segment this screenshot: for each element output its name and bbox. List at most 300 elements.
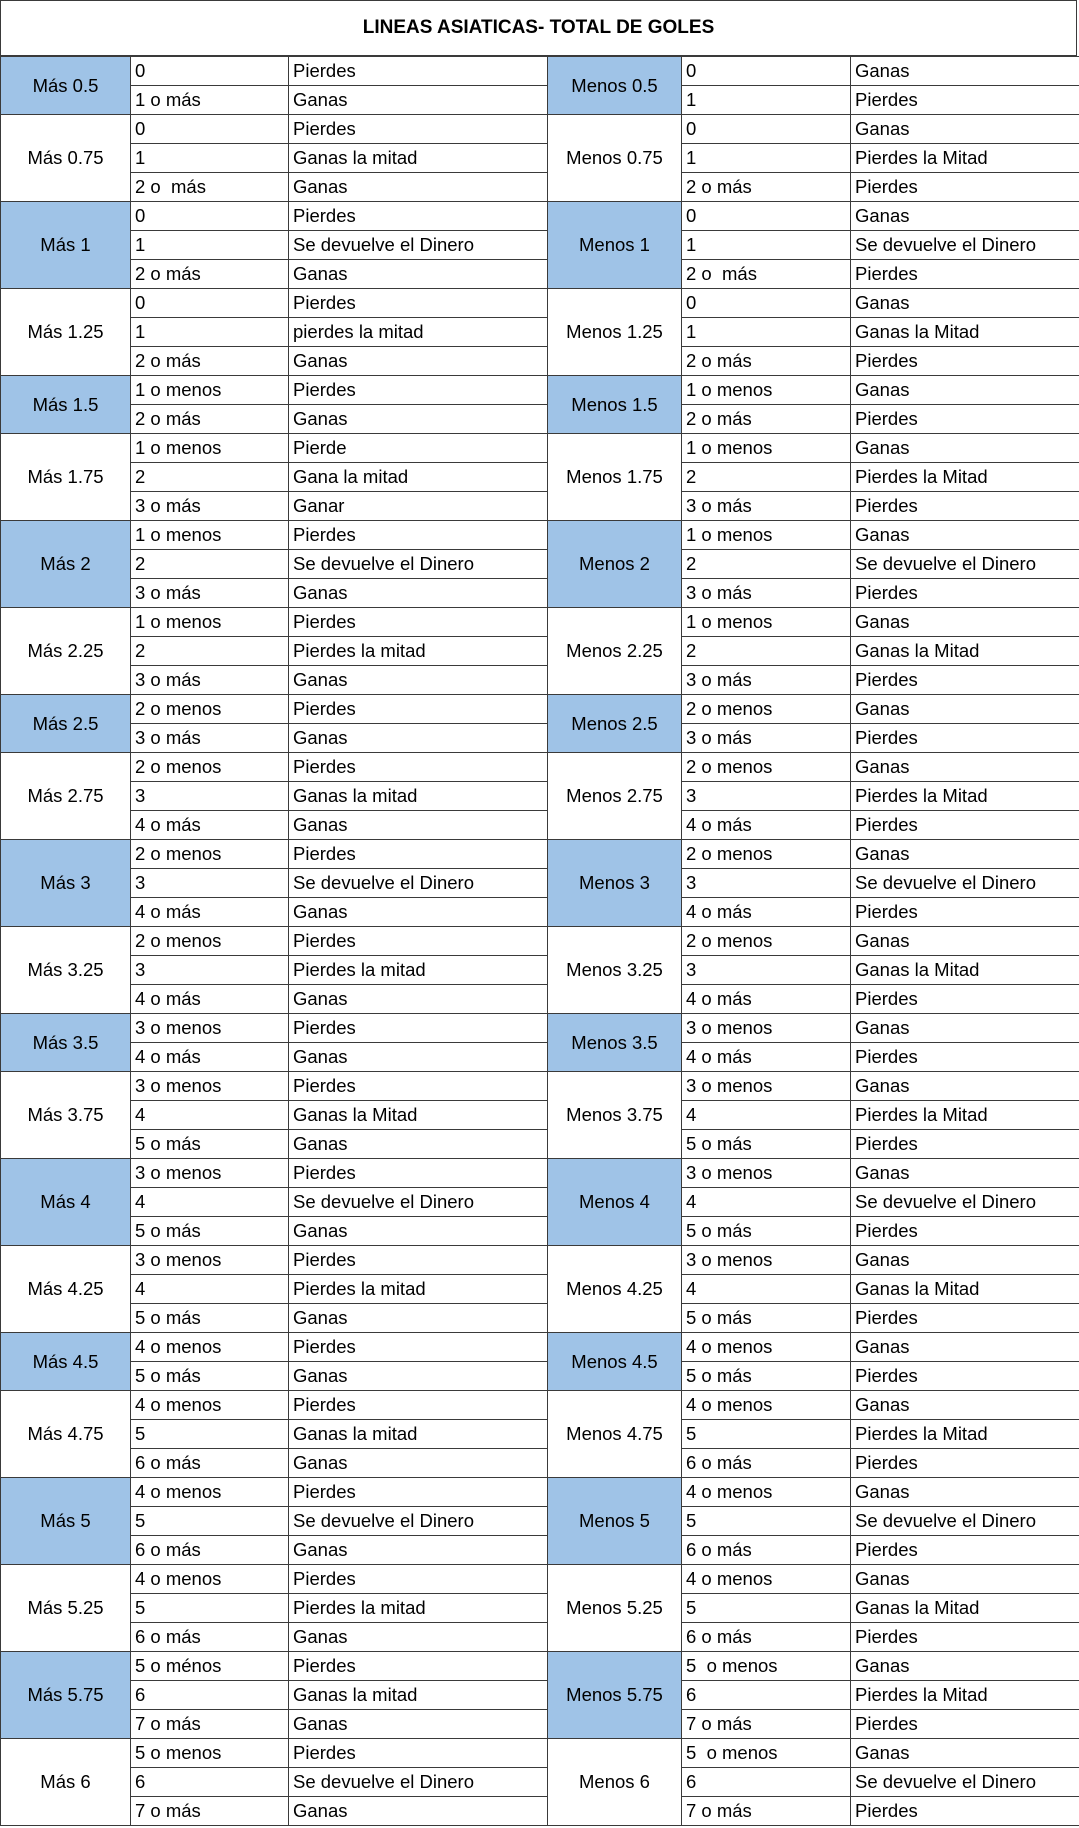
over-result-cell: Pierdes	[289, 1739, 548, 1768]
over-result-cell: Se devuelve el Dinero	[289, 1768, 548, 1797]
over-result-cell: Pierdes	[289, 1246, 548, 1275]
over-goals-cell: 4 o menos	[131, 1391, 289, 1420]
over-line-label: Más 1.5	[1, 376, 131, 434]
table-row	[1, 405, 1079, 434]
under-result-cell: Ganas	[851, 376, 1079, 405]
under-result-cell: Pierdes	[851, 811, 1079, 840]
under-goals-cell: 1 o menos	[682, 521, 851, 550]
under-line-label: Menos 1.5	[548, 376, 682, 434]
over-result-cell: Pierdes	[289, 1478, 548, 1507]
under-result-cell: Ganas	[851, 1246, 1079, 1275]
under-goals-cell: 1 o menos	[682, 608, 851, 637]
under-goals-cell: 5	[682, 1507, 851, 1536]
over-goals-cell: 4 o más	[131, 985, 289, 1014]
table-row	[1, 231, 1079, 260]
under-goals-cell: 1	[682, 318, 851, 347]
table-row	[1, 1130, 1079, 1159]
over-result-cell: Pierdes	[289, 1159, 548, 1188]
table-row	[1, 347, 1079, 376]
asian-lines-table	[0, 56, 1079, 1826]
over-result-cell: Pierdes	[289, 202, 548, 231]
under-result-cell: Ganas	[851, 1565, 1079, 1594]
over-result-cell: Se devuelve el Dinero	[289, 550, 548, 579]
under-line-label: Menos 2	[548, 521, 682, 608]
table-row	[1, 463, 1079, 492]
table-row	[1, 1188, 1079, 1217]
table-row	[1, 434, 1079, 463]
over-result-cell: Pierdes	[289, 57, 548, 86]
table-row	[1, 666, 1079, 695]
over-goals-cell: 3	[131, 956, 289, 985]
under-result-cell: Ganas	[851, 521, 1079, 550]
over-result-cell: Ganas	[289, 898, 548, 927]
under-goals-cell: 5 o menos	[682, 1652, 851, 1681]
over-goals-cell: 1 o menos	[131, 434, 289, 463]
over-result-cell: Ganas	[289, 985, 548, 1014]
over-result-cell: Ganas	[289, 1449, 548, 1478]
under-result-cell: Pierdes la Mitad	[851, 463, 1079, 492]
table-row	[1, 1362, 1079, 1391]
over-goals-cell: 1	[131, 231, 289, 260]
table-row	[1, 115, 1079, 144]
table-row	[1, 1768, 1079, 1797]
over-result-cell: Pierdes la mitad	[289, 1275, 548, 1304]
over-result-cell: pierdes la mitad	[289, 318, 548, 347]
table-row	[1, 1536, 1079, 1565]
table-row	[1, 492, 1079, 521]
over-result-cell: Pierde	[289, 434, 548, 463]
over-line-label: Más 3.25	[1, 927, 131, 1014]
under-goals-cell: 1	[682, 231, 851, 260]
table-row	[1, 144, 1079, 173]
over-result-cell: Ganas	[289, 86, 548, 115]
under-goals-cell: 5	[682, 1594, 851, 1623]
under-goals-cell: 3 o menos	[682, 1014, 851, 1043]
over-goals-cell: 4	[131, 1275, 289, 1304]
under-goals-cell: 0	[682, 202, 851, 231]
over-line-label: Más 4.25	[1, 1246, 131, 1333]
under-line-label: Menos 3.75	[548, 1072, 682, 1159]
over-goals-cell: 3 o menos	[131, 1159, 289, 1188]
under-goals-cell: 2 o más	[682, 173, 851, 202]
under-goals-cell: 0	[682, 115, 851, 144]
table-row	[1, 1217, 1079, 1246]
under-goals-cell: 1	[682, 144, 851, 173]
table-row	[1, 1623, 1079, 1652]
over-goals-cell: 5 o más	[131, 1217, 289, 1246]
under-goals-cell: 4 o menos	[682, 1333, 851, 1362]
over-goals-cell: 2 o menos	[131, 840, 289, 869]
under-goals-cell: 6 o más	[682, 1623, 851, 1652]
under-result-cell: Ganas	[851, 1478, 1079, 1507]
over-result-cell: Gana la mitad	[289, 463, 548, 492]
table-row	[1, 1304, 1079, 1333]
over-result-cell: Ganas	[289, 1217, 548, 1246]
over-goals-cell: 2	[131, 463, 289, 492]
over-goals-cell: 3 o más	[131, 492, 289, 521]
under-goals-cell: 6	[682, 1681, 851, 1710]
under-goals-cell: 1 o menos	[682, 376, 851, 405]
under-result-cell: Ganas	[851, 608, 1079, 637]
under-result-cell: Se devuelve el Dinero	[851, 869, 1079, 898]
under-result-cell: Ganas la Mitad	[851, 637, 1079, 666]
under-goals-cell: 3 o menos	[682, 1159, 851, 1188]
table-row	[1, 1478, 1079, 1507]
table-row	[1, 86, 1079, 115]
table-row	[1, 1594, 1079, 1623]
over-result-cell: Ganas	[289, 811, 548, 840]
table-row	[1, 927, 1079, 956]
under-result-cell: Ganas	[851, 202, 1079, 231]
under-goals-cell: 4 o más	[682, 811, 851, 840]
under-result-cell: Pierdes	[851, 1449, 1079, 1478]
over-line-label: Más 5	[1, 1478, 131, 1565]
under-goals-cell: 6 o más	[682, 1449, 851, 1478]
under-goals-cell: 6 o más	[682, 1536, 851, 1565]
under-result-cell: Pierdes	[851, 1623, 1079, 1652]
table-row	[1, 318, 1079, 347]
under-goals-cell: 2	[682, 463, 851, 492]
over-goals-cell: 5	[131, 1420, 289, 1449]
under-result-cell: Ganas	[851, 695, 1079, 724]
over-result-cell: Ganas	[289, 724, 548, 753]
over-goals-cell: 2	[131, 637, 289, 666]
over-line-label: Más 3	[1, 840, 131, 927]
table-row	[1, 898, 1079, 927]
under-goals-cell: 7 o más	[682, 1710, 851, 1739]
under-line-label: Menos 4.25	[548, 1246, 682, 1333]
over-result-cell: Pierdes la mitad	[289, 956, 548, 985]
under-goals-cell: 7 o más	[682, 1797, 851, 1826]
under-result-cell: Ganas	[851, 289, 1079, 318]
under-goals-cell: 5 o más	[682, 1130, 851, 1159]
over-goals-cell: 2 o más	[131, 260, 289, 289]
table-row	[1, 1565, 1079, 1594]
under-result-cell: Pierdes	[851, 898, 1079, 927]
under-goals-cell: 3 o menos	[682, 1072, 851, 1101]
over-goals-cell: 0	[131, 289, 289, 318]
table-row	[1, 1449, 1079, 1478]
table-row	[1, 1275, 1079, 1304]
under-line-label: Menos 4.75	[548, 1391, 682, 1478]
over-result-cell: Ganas	[289, 173, 548, 202]
over-line-label: Más 2.5	[1, 695, 131, 753]
under-goals-cell: 5 o más	[682, 1217, 851, 1246]
under-goals-cell: 4	[682, 1275, 851, 1304]
over-goals-cell: 1 o más	[131, 86, 289, 115]
under-line-label: Menos 5	[548, 1478, 682, 1565]
over-goals-cell: 4	[131, 1188, 289, 1217]
table-row	[1, 260, 1079, 289]
over-goals-cell: 3 o más	[131, 724, 289, 753]
over-result-cell: Ganas la Mitad	[289, 1101, 548, 1130]
over-goals-cell: 4	[131, 1101, 289, 1130]
under-goals-cell: 4	[682, 1188, 851, 1217]
table-row	[1, 1652, 1079, 1681]
under-line-label: Menos 1.25	[548, 289, 682, 376]
over-result-cell: Ganas	[289, 1043, 548, 1072]
over-line-label: Más 5.25	[1, 1565, 131, 1652]
over-line-label: Más 4	[1, 1159, 131, 1246]
over-goals-cell: 1 o menos	[131, 521, 289, 550]
under-line-label: Menos 5.25	[548, 1565, 682, 1652]
under-goals-cell: 1	[682, 86, 851, 115]
under-result-cell: Ganas	[851, 1652, 1079, 1681]
over-result-cell: Pierdes	[289, 521, 548, 550]
under-result-cell: Ganas la Mitad	[851, 956, 1079, 985]
under-result-cell: Ganas la Mitad	[851, 1275, 1079, 1304]
over-result-cell: Pierdes	[289, 115, 548, 144]
over-result-cell: Ganar	[289, 492, 548, 521]
over-goals-cell: 7 o más	[131, 1797, 289, 1826]
under-line-label: Menos 2.25	[548, 608, 682, 695]
under-goals-cell: 1 o menos	[682, 434, 851, 463]
over-goals-cell: 3 o más	[131, 666, 289, 695]
table-row	[1, 1159, 1079, 1188]
over-goals-cell: 5 o ménos	[131, 1652, 289, 1681]
table-row	[1, 289, 1079, 318]
table-row	[1, 1507, 1079, 1536]
over-goals-cell: 2	[131, 550, 289, 579]
under-result-cell: Ganas	[851, 753, 1079, 782]
over-goals-cell: 0	[131, 57, 289, 86]
over-goals-cell: 3	[131, 782, 289, 811]
over-result-cell: Pierdes	[289, 289, 548, 318]
over-goals-cell: 5 o menos	[131, 1739, 289, 1768]
under-goals-cell: 2 o más	[682, 405, 851, 434]
over-line-label: Más 3.5	[1, 1014, 131, 1072]
over-goals-cell: 7 o más	[131, 1710, 289, 1739]
over-line-label: Más 6	[1, 1739, 131, 1826]
under-result-cell: Pierdes	[851, 579, 1079, 608]
under-result-cell: Pierdes	[851, 86, 1079, 115]
table-row	[1, 1072, 1079, 1101]
under-goals-cell: 2	[682, 637, 851, 666]
over-goals-cell: 5 o más	[131, 1304, 289, 1333]
under-result-cell: Ganas	[851, 1072, 1079, 1101]
table-row	[1, 753, 1079, 782]
under-result-cell: Se devuelve el Dinero	[851, 1507, 1079, 1536]
under-result-cell: Pierdes	[851, 724, 1079, 753]
under-goals-cell: 5	[682, 1420, 851, 1449]
over-goals-cell: 1	[131, 144, 289, 173]
table-row	[1, 1014, 1079, 1043]
over-goals-cell: 6	[131, 1681, 289, 1710]
over-goals-cell: 3 o más	[131, 579, 289, 608]
under-goals-cell: 3 o más	[682, 724, 851, 753]
table-row	[1, 550, 1079, 579]
under-result-cell: Ganas	[851, 1014, 1079, 1043]
table-row	[1, 724, 1079, 753]
table-row	[1, 695, 1079, 724]
table-row	[1, 782, 1079, 811]
under-result-cell: Se devuelve el Dinero	[851, 550, 1079, 579]
over-result-cell: Pierdes la mitad	[289, 1594, 548, 1623]
table-row	[1, 1246, 1079, 1275]
over-result-cell: Ganas	[289, 1623, 548, 1652]
table-row	[1, 811, 1079, 840]
under-result-cell: Pierdes la Mitad	[851, 1101, 1079, 1130]
table-row	[1, 1710, 1079, 1739]
under-result-cell: Ganas	[851, 434, 1079, 463]
over-result-cell: Pierdes	[289, 1333, 548, 1362]
under-result-cell: Pierdes	[851, 260, 1079, 289]
under-line-label: Menos 6	[548, 1739, 682, 1826]
under-line-label: Menos 1	[548, 202, 682, 289]
under-result-cell: Pierdes	[851, 1130, 1079, 1159]
under-line-label: Menos 3	[548, 840, 682, 927]
table-row	[1, 202, 1079, 231]
over-goals-cell: 4 o más	[131, 898, 289, 927]
over-result-cell: Pierdes	[289, 1014, 548, 1043]
over-goals-cell: 2 o más	[131, 347, 289, 376]
table-row	[1, 376, 1079, 405]
under-result-cell: Pierdes	[851, 1304, 1079, 1333]
under-line-label: Menos 2.75	[548, 753, 682, 840]
under-goals-cell: 3 o menos	[682, 1246, 851, 1275]
under-goals-cell: 4 o más	[682, 1043, 851, 1072]
under-goals-cell: 3 o más	[682, 492, 851, 521]
over-line-label: Más 4.5	[1, 1333, 131, 1391]
over-goals-cell: 5 o más	[131, 1130, 289, 1159]
table-row	[1, 1420, 1079, 1449]
over-goals-cell: 5	[131, 1594, 289, 1623]
over-result-cell: Pierdes	[289, 753, 548, 782]
over-goals-cell: 2 o menos	[131, 695, 289, 724]
under-result-cell: Se devuelve el Dinero	[851, 231, 1079, 260]
under-result-cell: Ganas	[851, 1333, 1079, 1362]
under-line-label: Menos 5.75	[548, 1652, 682, 1739]
under-result-cell: Pierdes	[851, 405, 1079, 434]
under-goals-cell: 3	[682, 956, 851, 985]
table-row	[1, 1043, 1079, 1072]
table-row	[1, 57, 1079, 86]
under-goals-cell: 5 o más	[682, 1362, 851, 1391]
under-goals-cell: 2	[682, 550, 851, 579]
over-result-cell: Pierdes la mitad	[289, 637, 548, 666]
under-result-cell: Pierdes	[851, 1217, 1079, 1246]
under-line-label: Menos 3.25	[548, 927, 682, 1014]
over-result-cell: Ganas	[289, 579, 548, 608]
under-goals-cell: 2 o menos	[682, 753, 851, 782]
over-goals-cell: 4 o menos	[131, 1478, 289, 1507]
under-goals-cell: 0	[682, 289, 851, 318]
table-row	[1, 1681, 1079, 1710]
over-result-cell: Pierdes	[289, 1652, 548, 1681]
over-goals-cell: 1 o menos	[131, 376, 289, 405]
under-result-cell: Pierdes	[851, 173, 1079, 202]
table-row	[1, 1739, 1079, 1768]
over-result-cell: Ganas	[289, 260, 548, 289]
over-result-cell: Ganas	[289, 347, 548, 376]
over-goals-cell: 5	[131, 1507, 289, 1536]
over-result-cell: Se devuelve el Dinero	[289, 869, 548, 898]
under-result-cell: Se devuelve el Dinero	[851, 1188, 1079, 1217]
under-line-label: Menos 0.75	[548, 115, 682, 202]
table-row	[1, 1333, 1079, 1362]
over-result-cell: Ganas	[289, 1710, 548, 1739]
under-result-cell: Pierdes la Mitad	[851, 1681, 1079, 1710]
under-goals-cell: 4 o más	[682, 985, 851, 1014]
under-result-cell: Pierdes la Mitad	[851, 1420, 1079, 1449]
under-result-cell: Pierdes	[851, 985, 1079, 1014]
over-result-cell: Pierdes	[289, 1391, 548, 1420]
under-goals-cell: 4 o menos	[682, 1478, 851, 1507]
under-result-cell: Ganas	[851, 115, 1079, 144]
over-result-cell: Ganas	[289, 1304, 548, 1333]
over-result-cell: Ganas la mitad	[289, 1420, 548, 1449]
over-line-label: Más 3.75	[1, 1072, 131, 1159]
over-line-label: Más 5.75	[1, 1652, 131, 1739]
table-row	[1, 840, 1079, 869]
under-goals-cell: 3	[682, 869, 851, 898]
under-result-cell: Ganas	[851, 57, 1079, 86]
table-row	[1, 985, 1079, 1014]
under-result-cell: Ganas	[851, 1159, 1079, 1188]
table-row	[1, 608, 1079, 637]
over-result-cell: Pierdes	[289, 1072, 548, 1101]
over-goals-cell: 4 o más	[131, 1043, 289, 1072]
under-goals-cell: 5 o menos	[682, 1739, 851, 1768]
over-line-label: Más 1.75	[1, 434, 131, 521]
under-goals-cell: 4 o más	[682, 898, 851, 927]
under-goals-cell: 2 o más	[682, 347, 851, 376]
under-result-cell: Se devuelve el Dinero	[851, 1768, 1079, 1797]
over-goals-cell: 3 o menos	[131, 1246, 289, 1275]
under-line-label: Menos 0.5	[548, 57, 682, 115]
over-line-label: Más 1.25	[1, 289, 131, 376]
over-goals-cell: 4 o menos	[131, 1333, 289, 1362]
under-result-cell: Pierdes	[851, 347, 1079, 376]
over-line-label: Más 1	[1, 202, 131, 289]
under-goals-cell: 4 o menos	[682, 1391, 851, 1420]
over-goals-cell: 2 o menos	[131, 753, 289, 782]
over-result-cell: Pierdes	[289, 376, 548, 405]
under-line-label: Menos 4.5	[548, 1333, 682, 1391]
under-line-label: Menos 2.5	[548, 695, 682, 753]
table-row	[1, 956, 1079, 985]
under-result-cell: Pierdes la Mitad	[851, 782, 1079, 811]
under-goals-cell: 0	[682, 57, 851, 86]
over-goals-cell: 6	[131, 1768, 289, 1797]
table-row	[1, 869, 1079, 898]
over-line-label: Más 0.75	[1, 115, 131, 202]
under-result-cell: Ganas	[851, 1739, 1079, 1768]
over-goals-cell: 2 o menos	[131, 927, 289, 956]
over-goals-cell: 3 o menos	[131, 1072, 289, 1101]
over-result-cell: Pierdes	[289, 840, 548, 869]
under-goals-cell: 2 o más	[682, 260, 851, 289]
over-goals-cell: 1	[131, 318, 289, 347]
under-goals-cell: 4 o menos	[682, 1565, 851, 1594]
over-result-cell: Ganas	[289, 1797, 548, 1826]
under-result-cell: Ganas	[851, 1391, 1079, 1420]
over-result-cell: Se devuelve el Dinero	[289, 231, 548, 260]
over-goals-cell: 2 o más	[131, 405, 289, 434]
over-line-label: Más 2.75	[1, 753, 131, 840]
over-result-cell: Ganas la mitad	[289, 1681, 548, 1710]
under-result-cell: Pierdes	[851, 1536, 1079, 1565]
over-goals-cell: 0	[131, 202, 289, 231]
under-goals-cell: 6	[682, 1768, 851, 1797]
over-result-cell: Pierdes	[289, 927, 548, 956]
under-goals-cell: 2 o menos	[682, 927, 851, 956]
table-row	[1, 521, 1079, 550]
over-goals-cell: 5 o más	[131, 1362, 289, 1391]
over-line-label: Más 2	[1, 521, 131, 608]
under-result-cell: Ganas	[851, 927, 1079, 956]
over-goals-cell: 3	[131, 869, 289, 898]
